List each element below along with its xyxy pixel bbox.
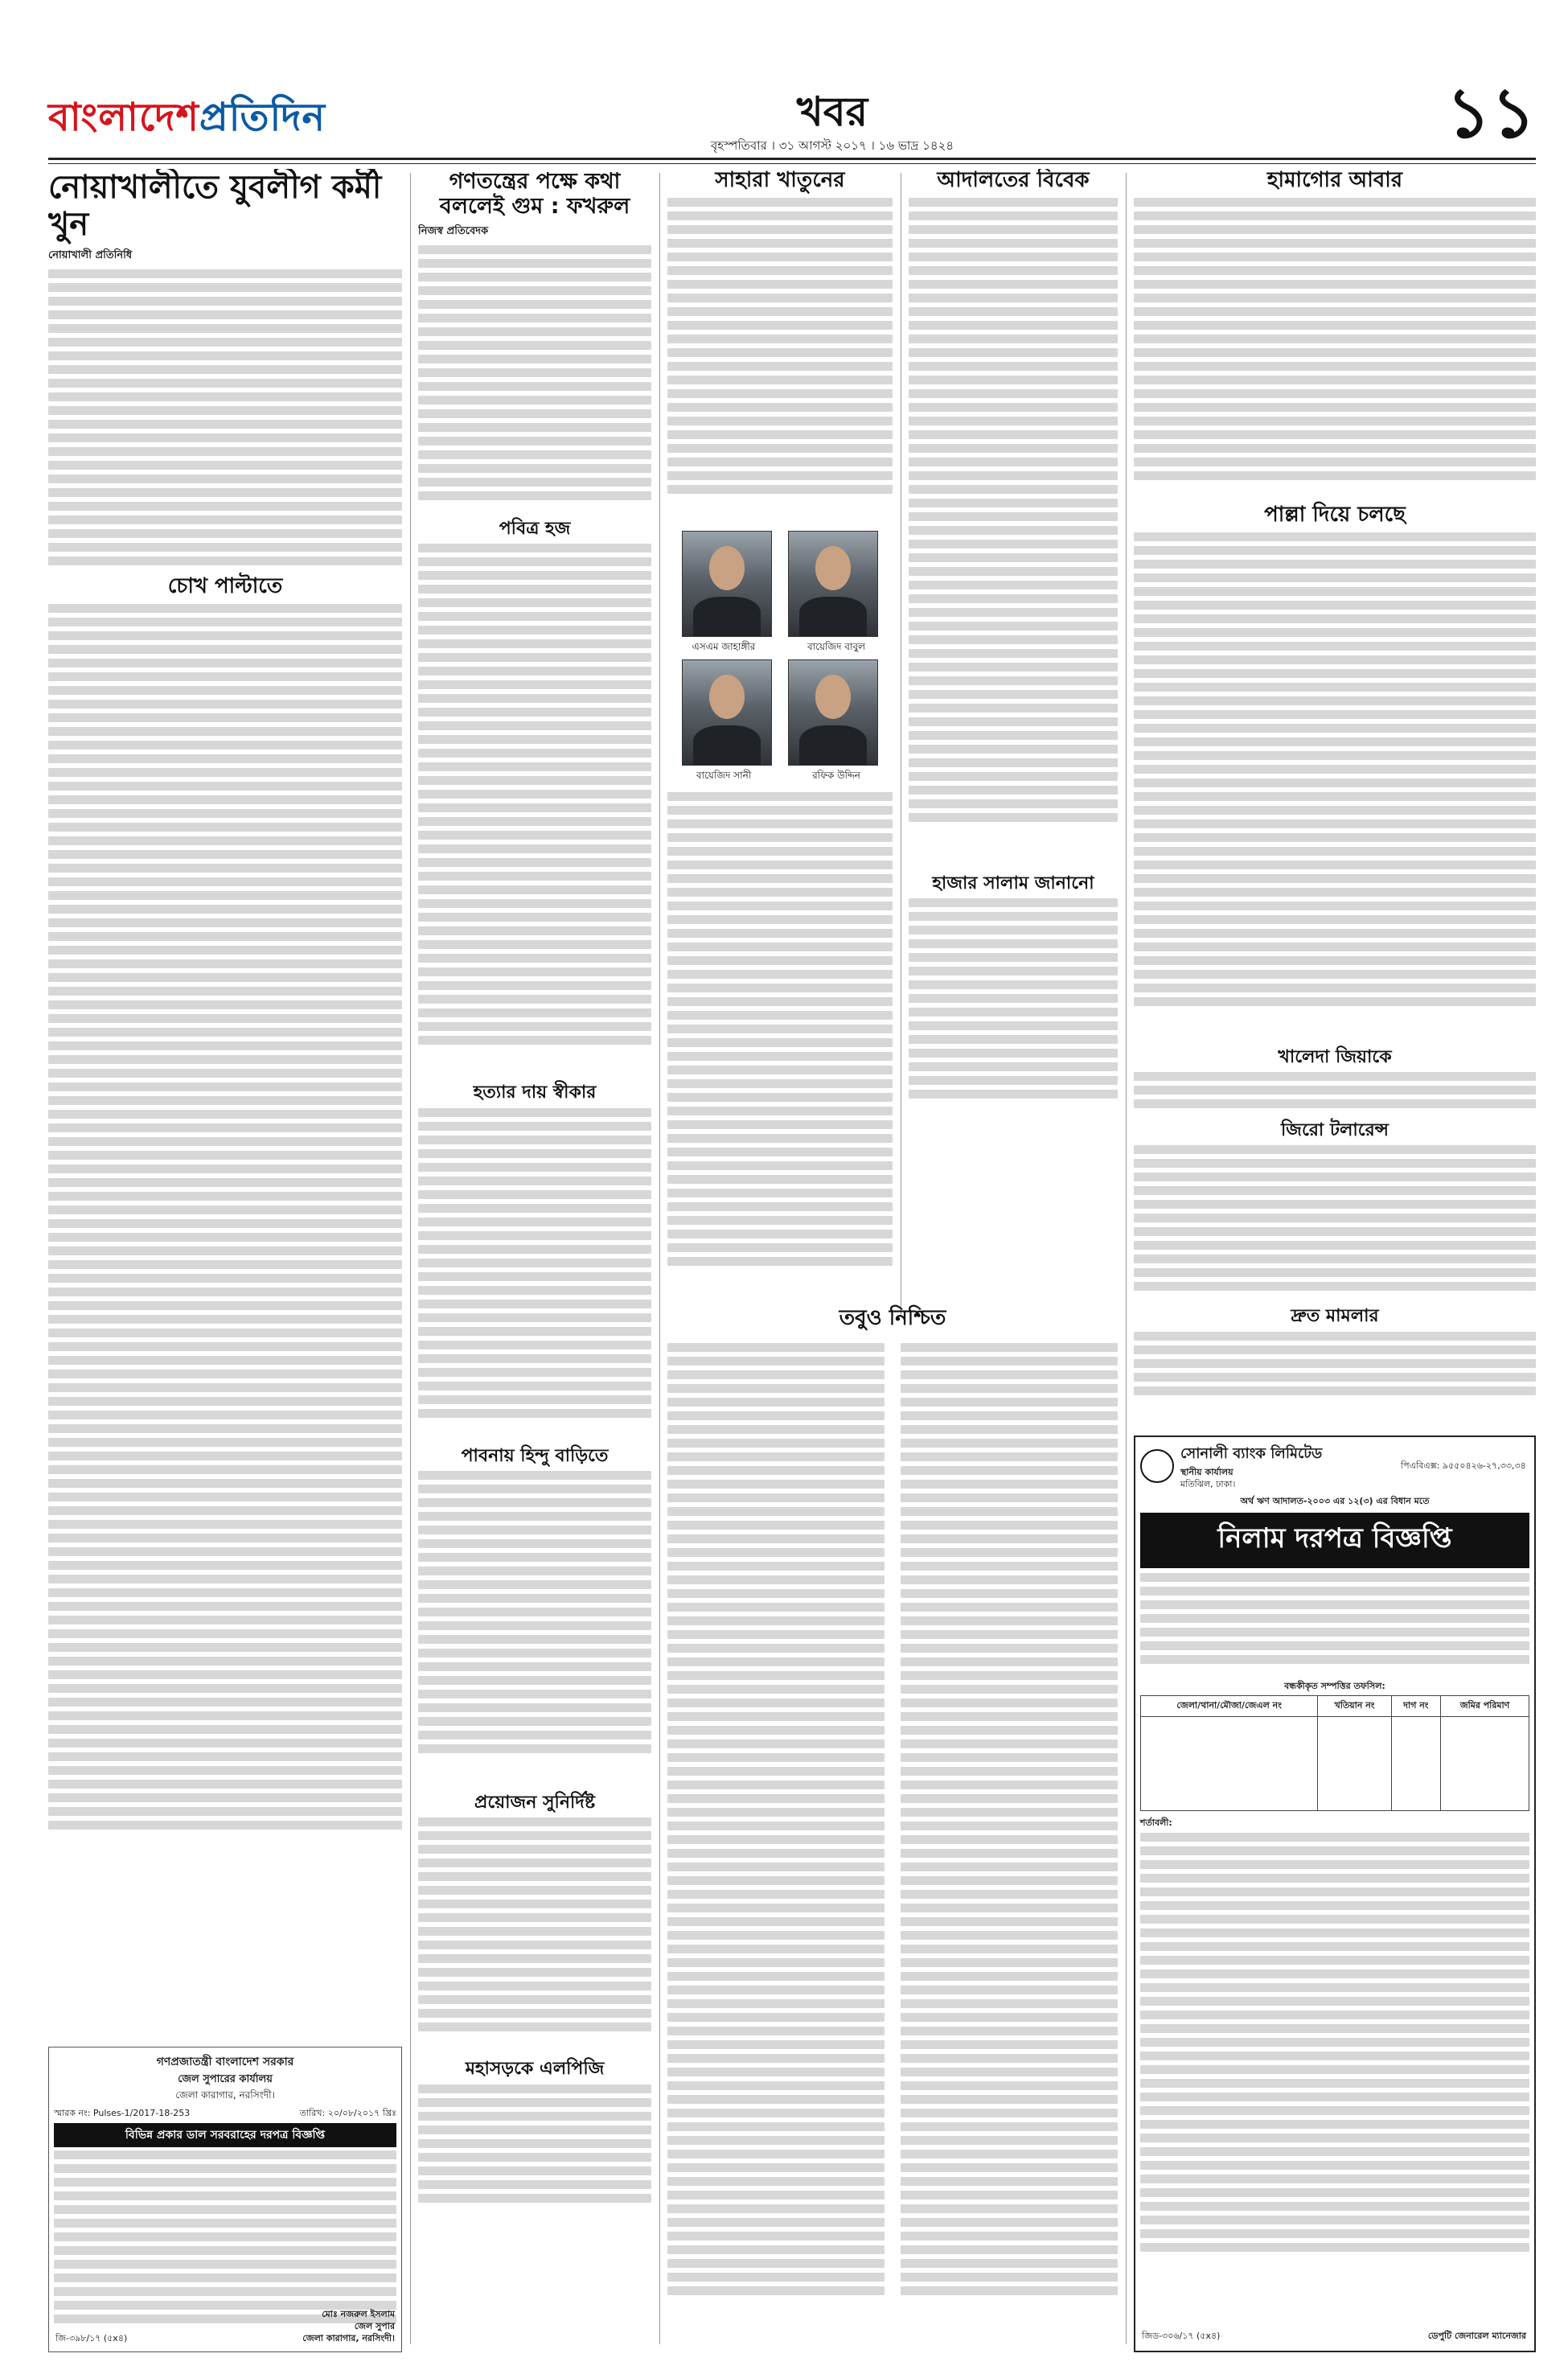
article-body: [418, 245, 651, 519]
ad-intro: [1140, 1573, 1529, 1678]
logo-part-b: প্রতিদিন: [199, 95, 326, 140]
auction-advertisement: [1134, 1435, 1536, 2352]
ad-bank-address: মতিঝিল, ঢাকা।: [1180, 1478, 1236, 1489]
headline-khaleda: খালেদা জিয়াকে: [1278, 1046, 1392, 1067]
subheadline-eye: চোখ পাল্টাতে: [167, 574, 283, 598]
article-body: [1134, 1145, 1536, 1306]
column-2: [418, 169, 651, 2356]
headline-sahara: সাহারা খাতুনের: [715, 169, 845, 192]
headline-fakhrul: গণতন্ত্রের পক্ষে কথা বললেই গুম : ফখরুল: [439, 169, 630, 220]
ad-ref-row: [54, 2108, 396, 2120]
ad-body: [54, 2150, 396, 2335]
ad-signer-title: জেল সুপার: [354, 2321, 395, 2332]
headline-pabna: পাবনায় হিন্দু বাড়িতে: [461, 1445, 609, 1466]
headline-palla: পাল্লা দিয়ে চলছে: [1264, 502, 1406, 527]
article-body: [909, 198, 1118, 873]
ad-signer: মোঃ নজরুল ইসলাম: [322, 2309, 395, 2320]
ad-title: বিভিন্ন প্রকার ডাল সরবরাহের দরপত্র বিজ্ঞপ্তি: [54, 2123, 396, 2147]
article-body: [667, 792, 893, 1291]
table-header: জমির পরিমাণ: [1441, 1696, 1529, 1717]
column-divider: [659, 173, 660, 2344]
masthead-rule-thin: [48, 163, 1536, 164]
headline-hamagor: হামাগোর আবার: [1266, 169, 1403, 192]
article-body: [1134, 198, 1536, 503]
table-row: [1141, 1717, 1529, 1811]
photo-portrait: [682, 659, 772, 766]
page-number: ১১: [1446, 73, 1536, 154]
article-body: [418, 1108, 651, 1446]
photo-portrait: [788, 659, 878, 766]
headline-speedy-case: দ্রুত মামলার: [1291, 1306, 1379, 1327]
ad-code: জি-৩৯৮/১৭ (৫x৪): [55, 2333, 128, 2344]
byline: নিজস্ব প্রতিবেদক: [418, 225, 489, 238]
article-body: [1134, 1072, 1536, 1120]
photo-caption: বায়েজিদ বাবুল: [807, 641, 866, 652]
headline-court-conscience: আদালতের বিবেক: [937, 169, 1090, 192]
ad-table-heading: বন্ধকীকৃত সম্পত্তির তফসিল:: [1284, 1680, 1385, 1691]
article-body: [667, 1343, 885, 2348]
ad-address-line: জেলা কারাগার, নরসিংদী।: [175, 2089, 275, 2101]
ad-bank-name: সোনালী ব্যাংক লিমিটেড: [1180, 1445, 1323, 1462]
headline-zero-tolerance: জিরো টলারেন্স: [1281, 1120, 1389, 1141]
table-header: খতিয়ান নং: [1318, 1696, 1391, 1717]
column-divider: [1126, 173, 1127, 2344]
article-body: [48, 604, 402, 1859]
article-body: [909, 898, 1118, 1123]
headline-highway-lpg: মহাসড়কে এলপিজি: [465, 2059, 605, 2080]
article-body: [418, 1817, 651, 2059]
ad-govt-line: গণপ্রজাতন্ত্রী বাংলাদেশ সরকার: [156, 2056, 294, 2068]
ad-date: তারিখ: ২০/০৮/২০১৭ খ্রিঃ: [299, 2108, 396, 2118]
headline-noakhali: নোয়াখালীতে যুবলীগ কর্মী খুন: [48, 169, 382, 243]
headline-specific-need: প্রয়োজন সুনির্দিষ্ট: [474, 1792, 596, 1813]
photo-caption: বায়েজিদ সানী: [696, 770, 752, 781]
article-body: [418, 544, 651, 1082]
headline-tobuo: তবুও নিশ্চিত: [839, 1306, 946, 1330]
ad-bank-office: স্থানীয় কার্যালয়: [1180, 1467, 1233, 1477]
bank-logo-icon: [1140, 1449, 1174, 1483]
ad-signer: ডেপুটি জেনারেল ম্যানেজার: [1427, 2331, 1526, 2342]
masthead-rule: [48, 158, 1536, 160]
logo-part-a: বাংলাদেশ: [48, 95, 199, 140]
photo-portrait: [788, 531, 878, 637]
section-title: খবর: [796, 88, 868, 135]
ad-bank-phone: পিএবিএক্স: ৯৫৫০৪২৬-২৭,৩৩,৩৪: [1401, 1460, 1526, 1471]
table-header: দাগ নং: [1391, 1696, 1440, 1717]
ad-law-line: অর্থ ঋণ আদালত-২০০৩ এর ১২(৩) এর বিধান মতে: [1240, 1495, 1430, 1506]
property-table: [1140, 1695, 1529, 1811]
photo-caption: রফিক উদ্দিন: [812, 770, 860, 781]
photo-caption: এসএম জাহাঙ্গীর: [692, 641, 756, 652]
tender-advertisement: [48, 2047, 402, 2352]
headline-salute: হাজার সালাম জানানো: [932, 873, 1094, 893]
article-body: [901, 1343, 1118, 2348]
article-body: [418, 2084, 651, 2213]
article-body: [1134, 532, 1536, 1047]
byline: নোয়াখালী প্রতিনিধি: [48, 249, 133, 261]
ad-signer-office: জেলা কারাগার, নরসিংদী।: [302, 2333, 395, 2344]
headline-murder-confession: হত্যার দায় স্বীকার: [473, 1082, 597, 1103]
ad-signature: [302, 2309, 395, 2345]
ad-ref: স্মারক নং: Pulses-1/2017-18-253: [54, 2108, 191, 2118]
ad-code: জিড-৩০৬/১৭ (৫x৪): [1142, 2331, 1221, 2342]
ad-conditions: [1140, 1833, 1529, 2283]
photo-portrait: [682, 531, 772, 637]
dateline: বৃহস্পতিবার । ৩১ আগস্ট ২০১৭ । ১৬ ভাদ্র ১৪২৪: [710, 138, 954, 153]
article-body: [1134, 1332, 1536, 1404]
column-4: [909, 169, 1118, 1134]
column-divider: [410, 173, 411, 2344]
masthead: [48, 74, 1536, 154]
ad-conditions-heading: শর্তাবলী:: [1140, 1817, 1172, 1829]
article-body: [667, 198, 893, 520]
headline-hajj: পবিত্র হজ: [499, 519, 571, 540]
column-1: [48, 169, 402, 2356]
newspaper-logo: [48, 88, 326, 152]
ad-header: [1140, 1442, 1529, 1491]
ad-office-line: জেল সুপারের কার্যালয়: [178, 2073, 273, 2085]
table-header: জেলা/থানা/মৌজা/জেএল নং: [1141, 1696, 1318, 1717]
article-body: [48, 269, 402, 575]
article-body: [418, 1471, 651, 1793]
ad-title-banner: নিলাম দরপত্র বিজ্ঞপ্তি: [1140, 1513, 1529, 1568]
column-5: [1134, 169, 1536, 2356]
